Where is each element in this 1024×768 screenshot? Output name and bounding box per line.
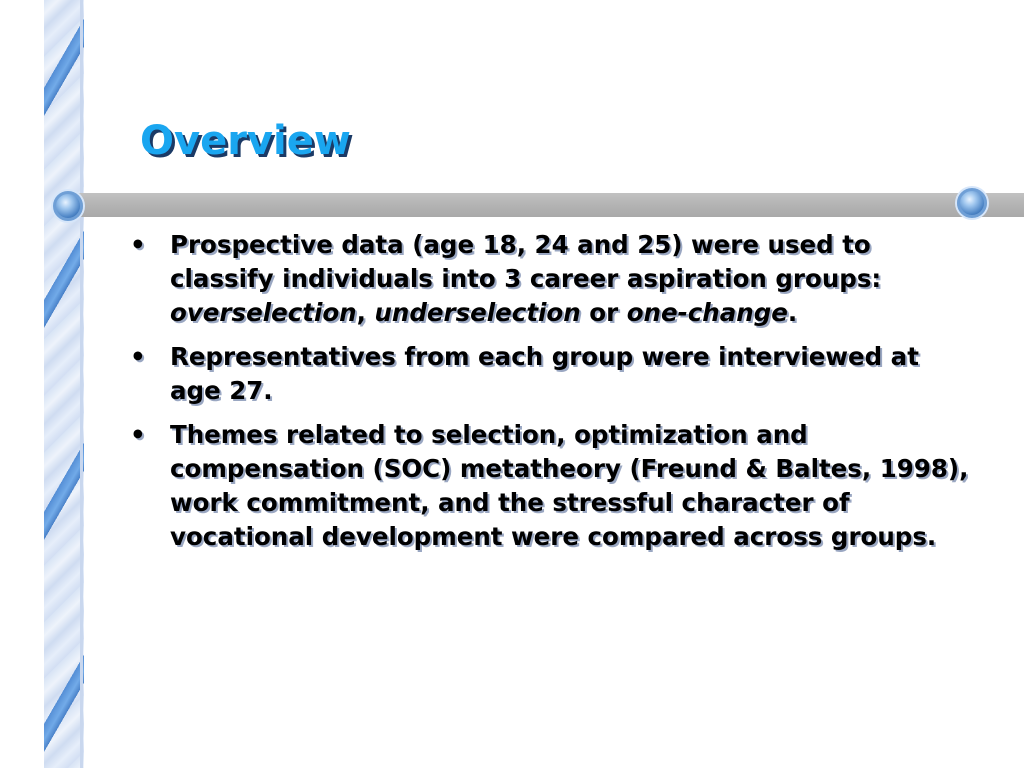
bullet-item-1 [130,228,970,330]
right-bar-knob [957,188,987,218]
decorative-ribbon-stripes [44,0,84,768]
ribbon-edge [80,0,83,768]
bullet-2-text: Representatives from each group were interviewed at age 27. [170,342,919,405]
bullet-item-3 [130,418,970,554]
left-bar-knob [53,191,83,221]
term-overselection: overselection [170,298,357,327]
bullet-marker: • [130,420,146,449]
bullet-1-end: . [787,298,798,327]
title-divider-bar [70,193,1024,217]
separator: , [356,298,375,327]
bullet-marker: • [130,230,146,259]
bullet-list [130,228,970,564]
bullet-3-text: Themes related to selection, optimization and compensation (SOC) metatheory (Freund & Baltes, 1998), work commitment, and the stressful character of vocational development were compared across groups. [170,420,969,551]
bullet-1-text: Prospective data (age 18, 24 and 25) were used to classify individuals into 3 career aspiration groups: [170,230,882,293]
separator: or [580,298,627,327]
bullet-item-2 [130,340,970,408]
slide-title: Overview [140,118,351,164]
term-one-change: one-change [626,298,788,327]
bullet-marker: • [130,342,146,371]
term-underselection: underselection [374,298,581,327]
